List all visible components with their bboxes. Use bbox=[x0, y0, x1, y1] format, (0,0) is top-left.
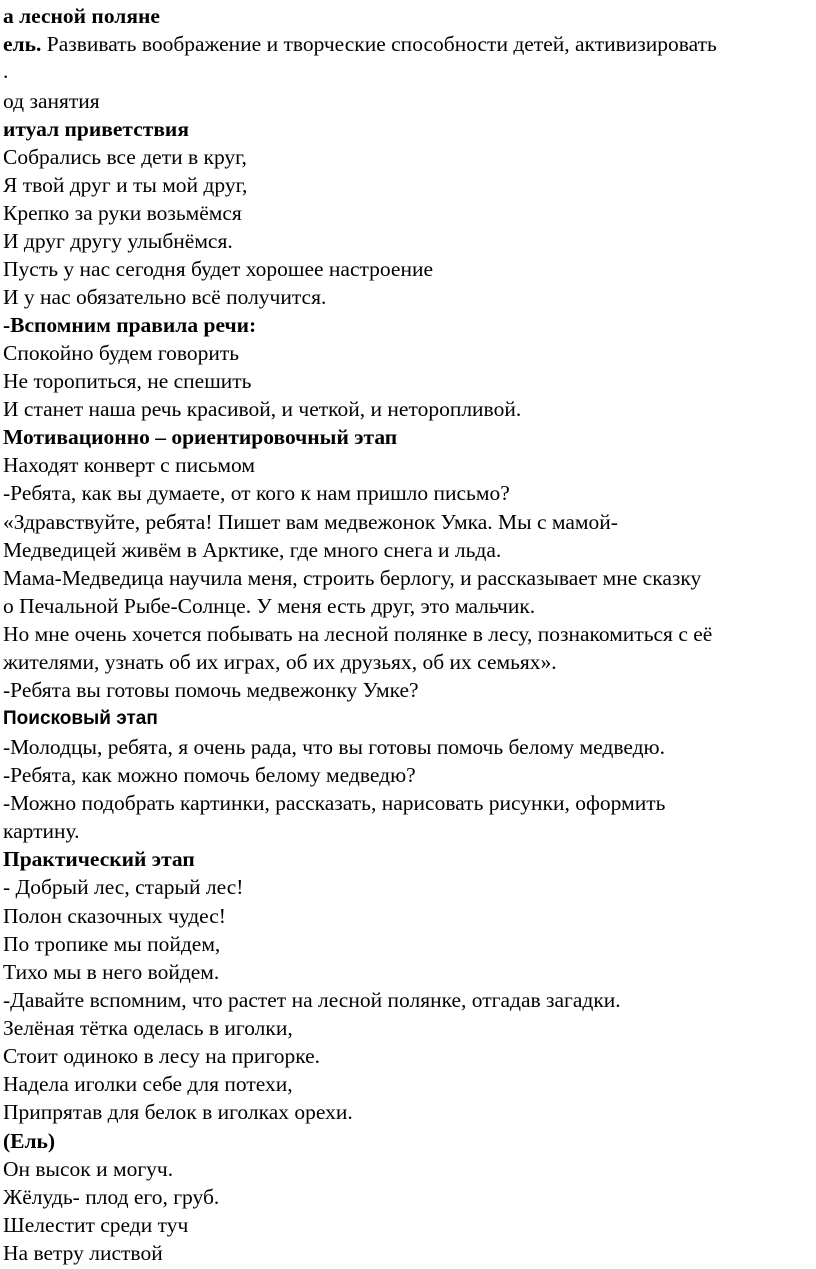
goal-continuation: . bbox=[3, 59, 9, 83]
text-line: Припрятав для белок в иголках орехи. bbox=[3, 1100, 353, 1124]
speech-rules-heading: -Вспомним правила речи: bbox=[3, 313, 257, 337]
text-line: Мама-Медведица научила меня, строить берлогу, и рассказывает мне сказку bbox=[3, 566, 702, 590]
text-line: Крепко за руки возьмёмся bbox=[3, 201, 242, 225]
text-line: Стоит одиноко в лесу на пригорке. bbox=[3, 1044, 321, 1068]
text-line: Собрались все дети в круг, bbox=[3, 145, 247, 169]
text-line: Я твой друг и ты мой друг, bbox=[3, 173, 248, 197]
text-line: Шелестит среди туч bbox=[3, 1213, 189, 1237]
text-line: На ветру листвой bbox=[3, 1241, 163, 1265]
text-line: «Здравствуйте, ребята! Пишет вам медвежонок Умка. Мы с мамой- bbox=[3, 510, 618, 534]
text-line: -Можно подобрать картинки, рассказать, нарисовать рисунки, оформить bbox=[3, 791, 666, 815]
text-line: Спокойно будем говорить bbox=[3, 341, 240, 365]
lesson-title: а лесной поляне bbox=[3, 4, 160, 28]
text-line: Медведицей живём в Арктике, где много снега и льда. bbox=[3, 538, 502, 562]
text-line: Полон сказочных чудес! bbox=[3, 904, 226, 928]
text-line: Жёлудь- плод его, груб. bbox=[3, 1185, 220, 1209]
search-stage-heading: Поисковый этап bbox=[3, 708, 158, 729]
text-line: Не торопиться, не спешить bbox=[3, 369, 252, 393]
motivation-stage-heading: Мотивационно – ориентировочный этап bbox=[3, 425, 398, 449]
riddle-answer: (Ель) bbox=[3, 1129, 56, 1153]
text-line: -Ребята, как вы думаете, от кого к нам пришло письмо? bbox=[3, 481, 510, 505]
text-line: Но мне очень хочется побывать на лесной полянке в лесу, познакомиться с её bbox=[3, 622, 713, 646]
goal-line bbox=[3, 30, 717, 58]
text-line: Тихо мы в него войдем. bbox=[3, 960, 220, 984]
greeting-ritual-heading: итуал приветствия bbox=[3, 117, 189, 141]
text-line: И станет наша речь красивой, и четкой, и неторопливой. bbox=[3, 397, 522, 421]
text-line: -Ребята вы готовы помочь медвежонку Умке? bbox=[3, 678, 419, 702]
text-line: И у нас обязательно всё получится. bbox=[3, 285, 327, 309]
text-line: Находят конверт с письмом bbox=[3, 453, 255, 477]
text-line: жителями, узнать об их играх, об их друзьях, об их семьях». bbox=[3, 650, 557, 674]
goal-text: Развивать воображение и творческие способности детей, активизировать bbox=[41, 32, 717, 56]
text-line: -Ребята, как можно помочь белому медведю? bbox=[3, 763, 416, 787]
text-line: -Давайте вспомним, что растет на лесной полянке, отгадав загадки. bbox=[3, 988, 621, 1012]
text-line: картину. bbox=[3, 819, 80, 843]
text-line: о Печальной Рыбе-Солнце. У меня есть друг, это мальчик. bbox=[3, 594, 536, 618]
text-line: И друг другу улыбнёмся. bbox=[3, 229, 233, 253]
text-line: -Молодцы, ребята, я очень рада, что вы готовы помочь белому медведю. bbox=[3, 735, 665, 759]
practical-stage-heading: Практический этап bbox=[3, 847, 195, 871]
text-line: - Добрый лес, старый лес! bbox=[3, 875, 244, 899]
goal-label: ель. bbox=[3, 32, 42, 56]
text-line: Надела иголки себе для потехи, bbox=[3, 1072, 293, 1096]
text-line: Зелёная тётка оделась в иголки, bbox=[3, 1016, 293, 1040]
lesson-progress-heading: од занятия bbox=[3, 89, 100, 113]
text-line: Он высок и могуч. bbox=[3, 1157, 174, 1181]
text-line: Пусть у нас сегодня будет хорошее настроение bbox=[3, 257, 434, 281]
text-line: По тропике мы пойдем, bbox=[3, 932, 221, 956]
